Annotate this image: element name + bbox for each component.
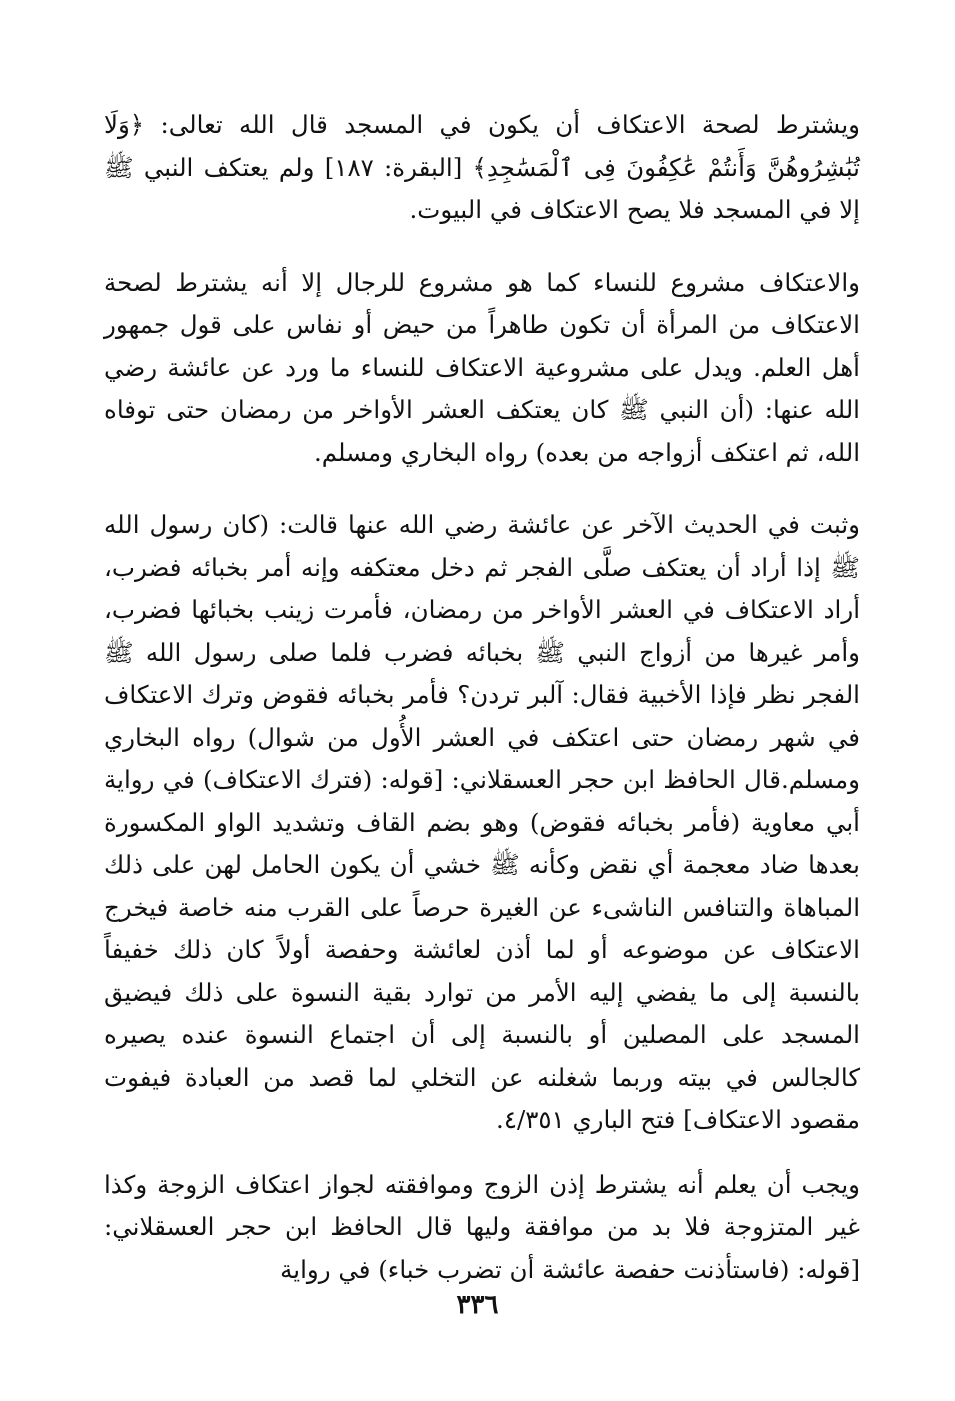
- paragraph-itikaf-women: والاعتكاف مشروع للنساء كما هو مشروع للرجال إلا أنه يشترط لصحة الاعتكاف من المرأة أن تكون طاهراً من حيض أو نفاس على قول جمهور أهل العلم. ويدل على مشروعية الاعتكاف للنساء ما ورد عن عائشة رضي الله عنها: (أن النبي ﷺ كان يعتكف العشر الأواخر من رمضان حتى توفاه الله، ثم اعتكف أزواجه من بعده) رواه البخاري ومسلم.: [104, 267, 860, 467]
- page-number: ٣٣٦: [456, 1290, 499, 1320]
- paragraph-aisha-hadith-commentary: وثبت في الحديث الآخر عن عائشة رضي الله عنها قالت: (كان رسول الله ﷺ إذا أراد أن يعتكف صلَّى الفجر ثم دخل معتكفه وإنه أمر بخبائه فضرب، أراد الاعتكاف في العشر الأواخر من رمضان، فأمرت زينب بخبائها فضرب، وأمر غيرها من أزواج النبي ﷺ بخبائه فضرب فلما صلى رسول الله ﷺ الفجر نظر فإذا الأخبية فقال: آلبر تردن؟ فأمر بخبائه فقوض وترك الاعتكاف في شهر رمضان حتى اعتكف في العشر الأُول من شوال) رواه البخاري ومسلم.قال الحافظ ابن حجر العسقلاني: [قوله: (فترك الاعتكاف) في رواية أبي معاوية (فأمر بخبائه فقوض) وهو بضم القاف وتشديد الواو المكسورة بعدها ضاد معجمة أي نقض وكأنه ﷺ خشي أن يكون الحامل لهن على ذلك المباهاة والتنافس الناشىء عن الغيرة حرصاً على القرب منه خاصة فيخرج الاعتكاف عن موضوعه أو لما أذن لعائشة وحفصة أولاً كان ذلك خفيفاً بالنسبة إلى ما يفضي إليه الأمر من توارد بقية النسوة على ذلك فيضيق المسجد على المصلين أو بالنسبة إلى أن اجتماع النسوة عنده يصيره كالجالس في بيته وربما شغلنه عن التخلي لما قصد من العبادة فيفوت مقصود الاعتكاف] فتح الباري ٤/٣٥١.: [104, 510, 860, 1134]
- page-body-text: [104, 104, 860, 1291]
- paragraph-husband-permission: ويجب أن يعلم أنه يشترط إذن الزوج وموافقته لجواز اعتكاف الزوجة وكذا غير المتزوجة فلا بد من موافقة وليها قال الحافظ ابن حجر العسقلاني: [قوله: (فاستأذنت حفصة عائشة أن تضرب خباء) في رواية: [104, 1169, 860, 1284]
- paragraph-itikaf-mosque-condition: ويشترط لصحة الاعتكاف أن يكون في المسجد قال الله تعالى: ﴿وَلَا تُبَٰشِرُوهُنَّ وَأَنتُمْ عَٰكِفُونَ فِى ٱلْمَسَٰجِدِ﴾ [البقرة: ١٨٧] ولم يعتكف النبي ﷺ إلا في المسجد فلا يصح الاعتكاف في البيوت.: [104, 110, 860, 224]
